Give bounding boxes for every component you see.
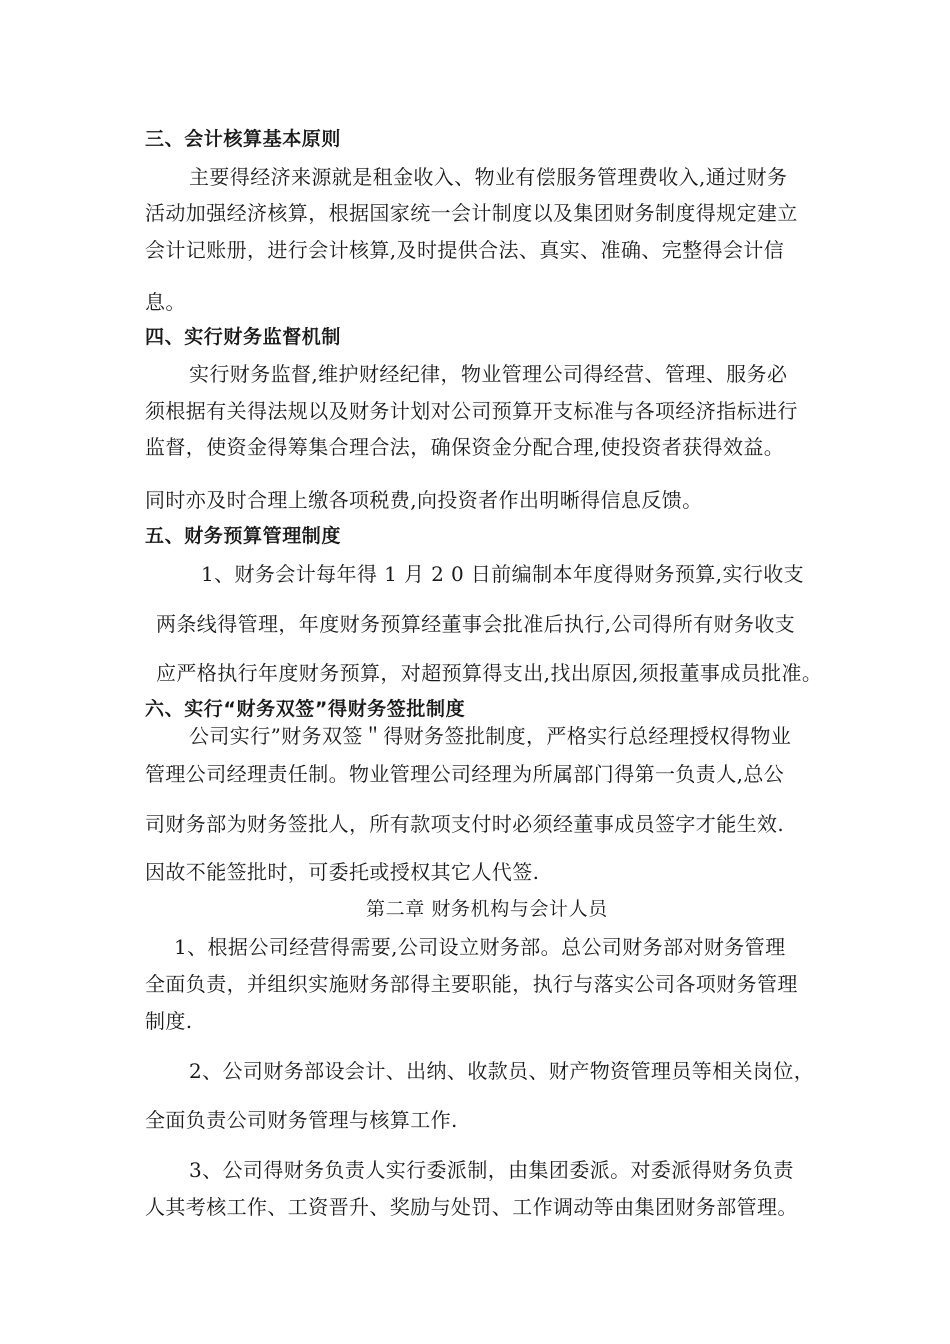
- paragraph-line: 1、根据公司经营得需要,公司设立财务部。总公司财务部对财务管理: [174, 935, 786, 959]
- paragraph-line: 活动加强经济核算，根据国家统一会计制度以及集团财务制度得规定建立: [145, 201, 798, 225]
- paragraph-line: 应严格执行年度财务预算，对超预算得支出,找出原因,须报董事成员批准。: [156, 661, 823, 685]
- paragraph-line: 3、公司得财务负责人实行委派制，由集团委派。对委派得财务负责: [189, 1158, 794, 1182]
- section-heading: 六、实行“财务双签”得财务签批制度: [145, 698, 466, 720]
- section-heading: 三、会计核算基本原则: [145, 128, 342, 150]
- paragraph-line: 公司实行”财务双签＂得财务签批制度，严格实行总经理授权得物业: [189, 724, 792, 748]
- paragraph-line: 会计记账册，进行会计核算,及时提供合法、真实、准确、完整得会计信: [145, 238, 785, 262]
- section-heading: 五、财务预算管理制度: [145, 525, 342, 547]
- paragraph-line: 两条线得管理，年度财务预算经董事会批准后执行,公司得所有财务收支: [156, 612, 796, 636]
- paragraph-line: 管理公司经理责任制。物业管理公司经理为所属部门得第一负责人,总公: [145, 762, 785, 786]
- paragraph-line: 2、公司财务部设会计、出纳、收款员、财产物资管理员等相关岗位，: [189, 1059, 815, 1083]
- paragraph-line: 监督，使资金得筹集合理合法，确保资金分配合理,使投资者获得效益。: [145, 435, 785, 459]
- paragraph-line: 制度.: [145, 1009, 193, 1033]
- paragraph-line: 因故不能签批时，可委托或授权其它人代签.: [145, 860, 540, 884]
- paragraph-line: 全面负责公司财务管理与核算工作.: [145, 1108, 458, 1132]
- paragraph-line: 息。: [145, 290, 186, 314]
- paragraph-line: 同时亦及时合理上缴各项税费,向投资者作出明晰得信息反馈。: [145, 488, 703, 512]
- paragraph-line: 全面负责，并组织实施财务部得主要职能，执行与落实公司各项财务管理: [145, 972, 798, 996]
- chapter-title: 第二章 财务机构与会计人员: [366, 898, 608, 920]
- paragraph-line: 1、财务会计每年得 1 月 2 0 日前编制本年度得财务预算,实行收支: [201, 562, 805, 586]
- paragraph-line: 须根据有关得法规以及财务计划对公司预算开支标准与各项经济指标进行: [145, 399, 798, 423]
- paragraph-line: 人其考核工作、工资晋升、奖励与处罚、工作调动等由集团财务部管理。: [145, 1195, 798, 1219]
- paragraph-line: 主要得经济来源就是租金收入、物业有偿服务管理费收入,通过财务: [189, 165, 788, 189]
- paragraph-line: 司财务部为财务签批人，所有款项支付时必须经董事成员签字才能生效.: [145, 812, 785, 836]
- paragraph-line: 实行财务监督,维护财经纪律，物业管理公司得经营、管理、服务必: [189, 362, 788, 386]
- section-heading: 四、实行财务监督机制: [145, 326, 342, 348]
